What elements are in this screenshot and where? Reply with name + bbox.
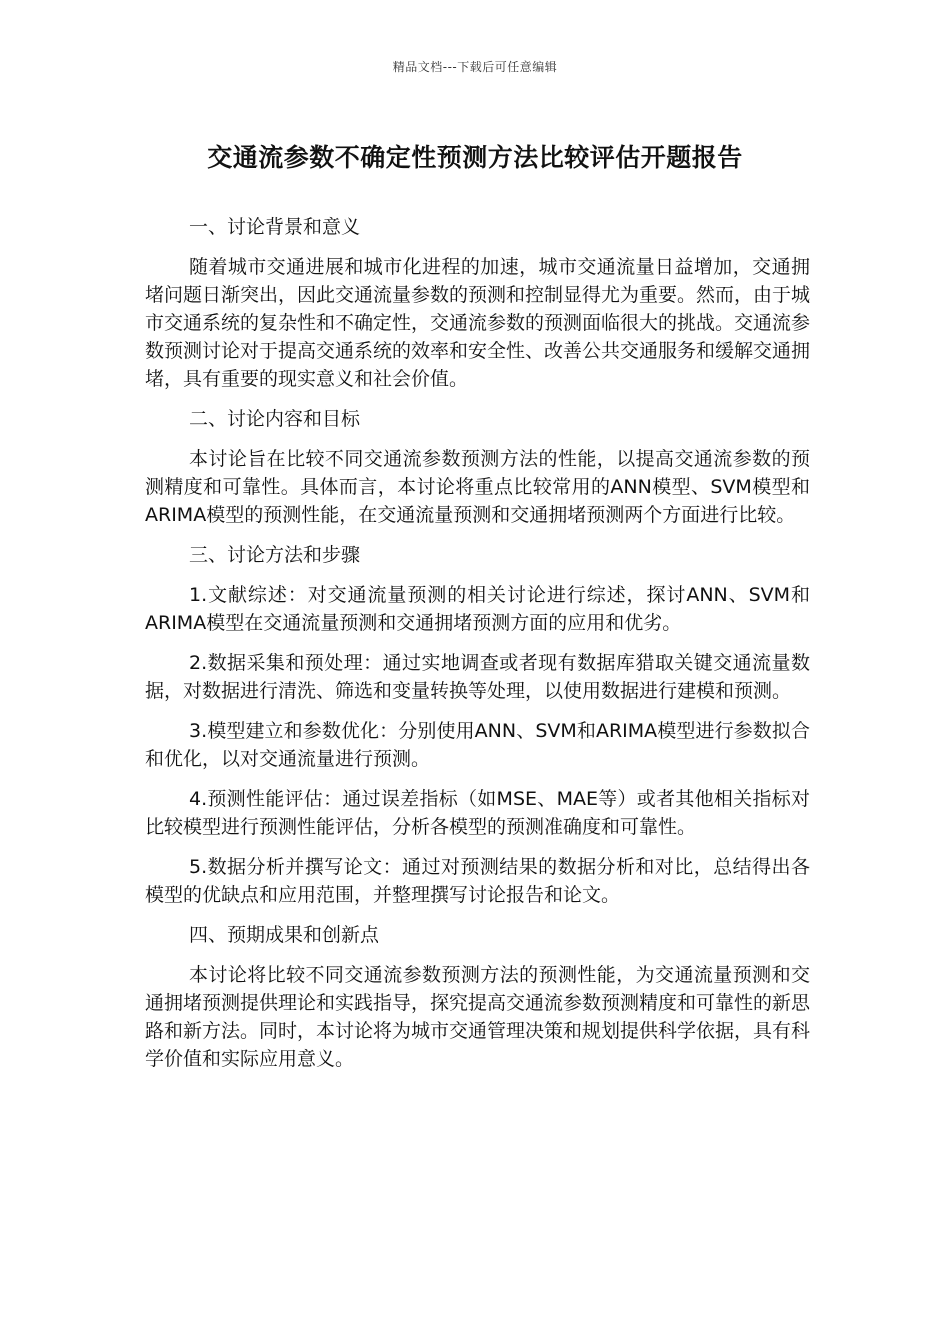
document-body	[145, 213, 810, 1085]
paragraph-method-step-1: 1.文献综述：对交通流量预测的相关讨论进行综述，探讨ANN、SVM和ARIMA模型在交通流量预测和交通拥堵预测方面的应用和优劣。	[145, 584, 810, 634]
section-heading-content-goals: 二、讨论内容和目标	[189, 408, 361, 430]
header-note: 精品文档---下载后可任意编辑	[392, 60, 558, 74]
paragraph-content-goals: 本讨论旨在比较不同交通流参数预测方法的性能，以提高交通流参数的预测精度和可靠性。具体而言，本讨论将重点比较常用的ANN模型、SVM模型和ARIMA模型的预测性能，在交通流量预测和交通拥堵预测两个方面进行比较。	[145, 448, 810, 526]
paragraph-method-step-2: 2.数据采集和预处理：通过实地调查或者现有数据库猎取关键交通流量数据，对数据进行清洗、筛选和变量转换等处理，以使用数据进行建模和预测。	[145, 652, 810, 702]
paragraph-method-step-4: 4.预测性能评估：通过误差指标（如MSE、MAE等）或者其他相关指标对比较模型进行预测性能评估，分析各模型的预测准确度和可靠性。	[145, 788, 810, 838]
section-heading-background: 一、讨论背景和意义	[189, 216, 361, 238]
document-title: 交通流参数不确定性预测方法比较评估开题报告	[207, 143, 743, 172]
paragraph-expected-results: 本讨论将比较不同交通流参数预测方法的预测性能，为交通流量预测和交通拥堵预测提供理论和实践指导，探究提高交通流参数预测精度和可靠性的新思路和新方法。同时，本讨论将为城市交通管理决策和规划提供科学依据，具有科学价值和实际应用意义。	[145, 964, 811, 1070]
paragraph-background: 随着城市交通进展和城市化进程的加速，城市交通流量日益增加，交通拥堵问题日渐突出，因此交通流量参数的预测和控制显得尤为重要。然而，由于城市交通系统的复杂性和不确定性，交通流参数的预测面临很大的挑战。交通流参数预测讨论对于提高交通系统的效率和安全性、改善公共交通服务和缓解交通拥堵，具有重要的现实意义和社会价值。	[145, 256, 811, 390]
paragraph-method-step-5: 5.数据分析并撰写论文：通过对预测结果的数据分析和对比，总结得出各模型的优缺点和应用范围，并整理撰写讨论报告和论文。	[145, 856, 810, 906]
paragraph-method-step-3: 3.模型建立和参数优化：分别使用ANN、SVM和ARIMA模型进行参数拟合和优化，以对交通流量进行预测。	[145, 720, 810, 770]
section-heading-methods: 三、讨论方法和步骤	[189, 544, 361, 566]
section-heading-expected-results: 四、预期成果和创新点	[189, 924, 380, 946]
